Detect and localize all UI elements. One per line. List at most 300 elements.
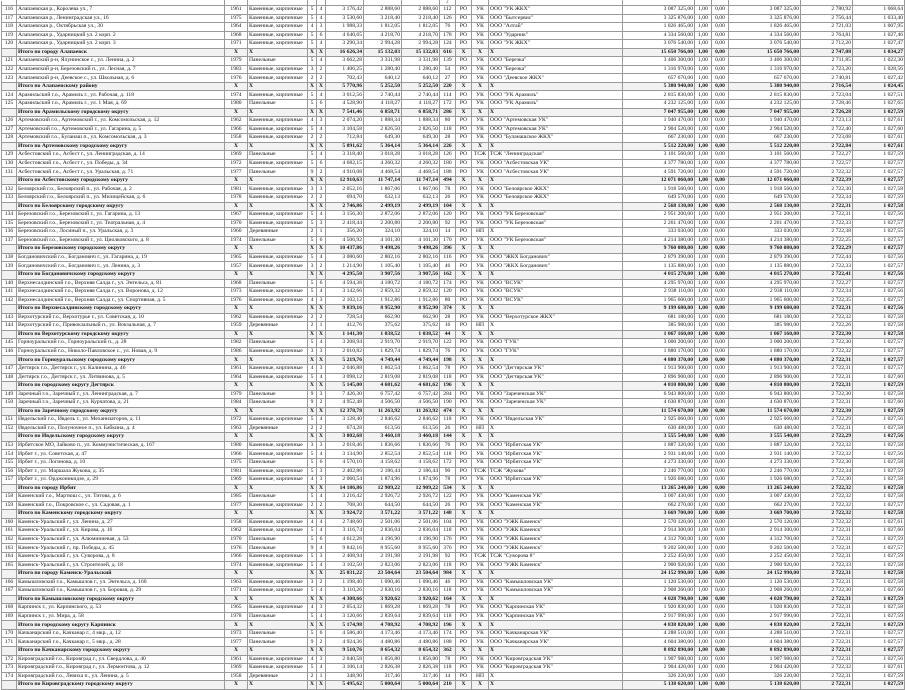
total-cost-cell: 4 295 970,00 [623,279,695,288]
share-cell: 1,00 [695,31,712,40]
table-row [2,441,905,450]
organization-cell: Х [489,433,623,442]
residential-area-cell: 5 364,14 [402,142,440,151]
fund-method-cell: РО [456,211,472,220]
residents-cell: 122 [440,339,456,348]
fund-method-cell: РО [456,168,472,177]
residential-area-cell: 2 852,54 [402,450,440,459]
limit-cost-cell: 1 027,57 [853,236,905,245]
wall-material-cell: Х [248,647,308,656]
address-cell: Ирбит г., ул. Орджоникидзе, д. 29 [17,476,225,485]
residents-cell: 118 [440,664,456,673]
wall-material-cell: Каменные, кирпичные [248,561,308,570]
fund-cost-cell: 1 316 970,00 [729,65,801,74]
living-area-cell: 1 836,66 [364,441,402,450]
residents-cell: 172 [440,100,456,109]
floors-cell: 5 [308,535,317,544]
share-other-cell: 0,00 [712,407,729,416]
limit-cost-cell: 1 027,57 [853,176,905,185]
wall-material-cell: Панельные [248,279,308,288]
organization-cell: ТСЖ "Суворова 8" [489,553,623,562]
living-area-cell: 6 858,71 [364,108,402,117]
management-type-cell: УК [472,578,489,587]
share-cell: 1,00 [695,407,712,416]
year-cell: 1958 [225,134,248,143]
unit-cost-cell: 2 722,33 [801,219,853,228]
share-cell: 1,00 [695,561,712,570]
total-cost-cell: 3 076 540,00 [623,40,695,49]
living-area-cell: 1 829,74 [364,347,402,356]
fund-method-cell: Х [456,621,472,630]
row-number-cell: 116 [2,6,17,15]
management-type-cell: УК [472,236,489,245]
floors-cell: 4 [308,296,317,305]
living-area-cell: 3 907,56 [364,270,402,279]
entrances-cell: 3 [317,347,326,356]
unit-cost-cell: 2 722,84 [801,142,853,151]
management-type-cell: УК [472,40,489,49]
residents-cell: 174 [440,279,456,288]
address-cell: Богдановичский г.о., Богданович г., ул. Гагарина, д. 19 [17,253,225,262]
wall-material-cell: Панельные [248,100,308,109]
share-other-cell: 0,00 [712,373,729,382]
table-row [2,253,905,262]
residents-cell: 396 [440,245,456,254]
limit-cost-cell: 1 027,60 [853,399,905,408]
table-row [2,587,905,596]
organization-cell: ООО "УК Арамиль" [489,91,623,100]
wall-material-cell: Каменные, кирпичные [248,65,308,74]
residential-area-cell: 649,30 [402,134,440,143]
organization-cell: Х [489,672,623,681]
residential-area-cell: 3 571,22 [402,510,440,519]
unit-cost-cell: 2 722,31 [801,647,853,656]
floors-cell: 5 [308,253,317,262]
living-area-cell: 2 926,72 [364,493,402,502]
address-cell: Белоярский г.о., Белоярский п., ул. Рабочая, д. 2 [17,185,225,194]
unit-cost-cell: 2 723,04 [801,91,853,100]
share-other-cell: 0,00 [712,604,729,613]
living-area-cell: 662,90 [364,313,402,322]
row-number-cell [2,510,17,519]
wall-material-cell: Х [248,356,308,365]
fund-cost-cell: 681 180,00 [729,313,801,322]
fund-cost-cell: 4 838 820,00 [729,621,801,630]
living-area-cell: 11 263,92 [364,407,402,416]
share-cell: 1,00 [695,424,712,433]
total-area-cell: 2 074,20 [326,117,364,126]
residents-cell: 188 [440,638,456,647]
limit-cost-cell: 1 027,59 [853,612,905,621]
unit-cost-cell: 2 722,31 [801,527,853,536]
subtotal-row [2,382,905,391]
share-cell: 1,00 [695,629,712,638]
year-cell: 1966 [225,450,248,459]
total-area-cell: 4 528,90 [326,100,364,109]
total-area-cell: 4 570,10 [326,458,364,467]
total-cost-cell: 5 138 620,00 [623,681,695,690]
wall-material-cell: Панельные [248,57,308,66]
fund-cost-cell: 2 815 830,00 [729,91,801,100]
living-area-cell: 6 757,42 [364,390,402,399]
table-row [2,279,905,288]
address-cell: Итого по Верхотурскому городскому округу [17,330,225,339]
total-cost-cell: 1 880 170,00 [623,347,695,356]
organization-cell: ООО "Камышловская УК" [489,587,623,596]
management-type-cell: УК [472,612,489,621]
share-other-cell: 0,00 [712,40,729,49]
row-number-cell: 170 [2,629,17,638]
residential-area-cell: 4 196,90 [402,535,440,544]
total-cost-cell: 2 904 420,00 [623,664,695,673]
table-row [2,91,905,100]
floors-cell: 5 [308,664,317,673]
limit-cost-cell: 1 027,57 [853,219,905,228]
share-cell: 1,00 [695,433,712,442]
share-other-cell: 0,00 [712,510,729,519]
fund-method-cell: РО [456,185,472,194]
living-area-cell: 2 501,06 [364,518,402,527]
share-cell: 1,00 [695,484,712,493]
management-type-cell: УК [472,57,489,66]
total-cost-cell: 681 180,00 [623,313,695,322]
fund-cost-cell: 8 892 890,00 [729,647,801,656]
housing-table [1,0,905,690]
organization-cell: Х [489,330,623,339]
year-cell: 1977 [225,168,248,177]
management-type-cell: ТСЖ [472,553,489,562]
living-area-cell: 8 654,32 [364,647,402,656]
year-cell: 1986 [225,347,248,356]
residents-cell: 126 [440,151,456,160]
floors-cell: 2 [308,74,317,83]
floors-cell: Х [308,330,317,339]
total-area-cell: 3 156,30 [326,211,364,220]
limit-cost-cell: 1 027,59 [853,553,905,562]
total-cost-cell: 8 892 890,00 [623,647,695,656]
management-type-cell: Х [472,330,489,339]
limit-cost-cell: 1 027,56 [853,450,905,459]
residential-area-cell: 2 819,08 [402,373,440,382]
share-cell: 1,00 [695,638,712,647]
year-cell: 1978 [225,612,248,621]
residential-area-cell: 2 186,44 [402,467,440,476]
share-other-cell: 0,00 [712,621,729,630]
share-other-cell: 0,00 [712,339,729,348]
share-other-cell: 0,00 [712,270,729,279]
unit-cost-cell: 2 722,31 [801,621,853,630]
address-cell: Артемовский г.о., Артемовский г., ул. Гагарина, д. 5 [17,125,225,134]
limit-cost-cell: 1 027,60 [853,125,905,134]
entrances-cell: Х [317,647,326,656]
living-area-cell: 649,30 [364,134,402,143]
unit-cost-cell: 2 722,30 [801,407,853,416]
subtotal-row [2,595,905,604]
share-cell: 1,00 [695,647,712,656]
year-cell: Х [225,270,248,279]
address-cell: Итого по городу Каменск-Уральский [17,570,225,579]
entrances-cell: 4 [317,91,326,100]
row-number-cell: 143 [2,313,17,322]
limit-cost-cell: 1 027,55 [853,228,905,237]
wall-material-cell: Каменные, кирпичные [248,604,308,613]
management-type-cell: УК [472,6,489,15]
share-cell: 1,00 [695,6,712,15]
management-type-cell: Х [472,48,489,57]
management-type-cell: УК [472,288,489,297]
unit-cost-cell: 2 722,32 [801,168,853,177]
unit-cost-cell: 2 722,31 [801,202,853,211]
address-cell: Дегтярск г.о., Дегтярск г., ул. Литвинова, д. 5 [17,373,225,382]
address-cell: Ивдельский г.о., Полуночное п., ул. Бабкина, д. 4 [17,424,225,433]
table-row [2,501,905,510]
share-cell: 1,00 [695,655,712,664]
total-cost-cell: 3 101 560,00 [623,151,695,160]
organization-cell: ООО "Березка" [489,65,623,74]
residents-cell: 172 [440,458,456,467]
year-cell: Х [225,407,248,416]
unit-cost-cell: 2 722,29 [801,416,853,425]
year-cell: Х [225,82,248,91]
fund-cost-cell: 9 199 680,00 [729,305,801,314]
address-cell: Итого по Каменскому городскому округу [17,510,225,519]
limit-cost-cell: 1 027,57 [853,159,905,168]
organization-cell: ООО "Бытсервис" [489,14,623,23]
fund-cost-cell: 6 943 800,00 [729,390,801,399]
fund-cost-cell: 2 908 260,00 [729,587,801,596]
total-area-cell: 1 141,30 [326,330,364,339]
limit-cost-cell: 1 027,42 [853,74,905,83]
wall-material-cell: Панельные [248,544,308,553]
table-row [2,612,905,621]
wall-material-cell: Панельные [248,629,308,638]
wall-material-cell: Каменные, кирпичные [248,467,308,476]
limit-cost-cell: 1 027,57 [853,347,905,356]
living-area-cell: 2 200,80 [364,219,402,228]
floors-cell: Х [308,202,317,211]
share-other-cell: 0,00 [712,484,729,493]
year-cell: 1963 [225,424,248,433]
table-row [2,288,905,297]
fund-method-cell: РО [456,219,472,228]
fund-cost-cell: 2 931 140,00 [729,450,801,459]
share-other-cell: 0,00 [712,48,729,57]
limit-cost-cell: 1 027,59 [853,194,905,203]
wall-material-cell: Каменные, кирпичные [248,211,308,220]
living-area-cell: 317,46 [364,672,402,681]
fund-method-cell: РО [456,57,472,66]
table-row [2,236,905,245]
table-row [2,553,905,562]
limit-cost-cell: 1 027,58 [853,493,905,502]
total-area-cell: 14 186,86 [326,484,364,493]
table-row [2,185,905,194]
row-number-cell [2,356,17,365]
address-cell: Итого по Белоярскому городскому округу [17,202,225,211]
wall-material-cell: Х [248,48,308,57]
residents-cell: 376 [440,544,456,553]
wall-material-cell: Х [248,407,308,416]
limit-cost-cell: 1 027,58 [853,202,905,211]
wall-material-cell: Каменные, кирпичные [248,194,308,203]
share-cell: 1,00 [695,476,712,485]
total-area-cell: 7 541,46 [326,108,364,117]
residents-cell: 80 [440,117,456,126]
table-row [2,125,905,134]
address-cell: Алапаевская р., Ударницкий ул. 2 корп. 2 [17,31,225,40]
address-cell: Алапаевский р-н, Ялунинское с., ул. Ленина, д. 2 [17,57,225,66]
residents-cell: 118 [440,612,456,621]
unit-cost-cell: 2 722,25 [801,236,853,245]
total-area-cell: 5 495,62 [326,681,364,690]
share-other-cell: 0,00 [712,176,729,185]
entrances-cell: 4 [317,493,326,502]
residents-cell: 144 [440,433,456,442]
share-other-cell: 0,00 [712,228,729,237]
address-cell: Итого по городу Алапаевск [17,48,225,57]
wall-material-cell: Каменные, кирпичные [248,296,308,305]
address-cell: Асбестовский г.о., Асбест г., ул. Уральская, д. 71 [17,168,225,177]
organization-cell: ООО "Ирбитская УК" [489,450,623,459]
total-area-cell: 3 128,40 [326,416,364,425]
residential-area-cell: 2 740,44 [402,91,440,100]
floors-cell: 4 [308,518,317,527]
year-cell: 1962 [225,313,248,322]
total-cost-cell: 2 951 200,00 [623,211,695,220]
row-number-cell: 171 [2,638,17,647]
fund-method-cell: РО [456,604,472,613]
fund-method-cell: РО [456,14,472,23]
residents-cell: 78 [440,364,456,373]
table-body [2,1,905,690]
row-number-cell [2,245,17,254]
management-type-cell: НП [472,322,489,331]
wall-material-cell: Деревянные [248,228,308,237]
fund-cost-cell: 3 101 560,00 [729,151,801,160]
total-area-cell: 4 594,38 [326,279,364,288]
residential-area-cell: 4 101,30 [402,236,440,245]
share-other-cell: 0,00 [712,578,729,587]
table-row [2,74,905,83]
fund-cost-cell: 4 604 380,00 [729,638,801,647]
unit-cost-cell: 2 764,81 [801,31,853,40]
limit-cost-cell: 1 027,57 [853,262,905,271]
subtotal-row [2,176,905,185]
address-cell: Верхнесалдинский г.о., Верхняя Салда г., ул. Воронова, д. 12 [17,288,225,297]
fund-method-cell: РО [456,91,472,100]
limit-cost-cell: 1 027,58 [853,441,905,450]
year-cell: Х [225,176,248,185]
row-number-cell [2,330,17,339]
total-area-cell: 2 418,44 [326,219,364,228]
living-area-cell: 8 952,90 [364,305,402,314]
fund-cost-cell: 7 047 955,00 [729,108,801,117]
fund-cost-cell: 3 087 325,00 [729,6,801,15]
address-cell: Камышловский г.о., Камышлов г., ул. Боровая, д. 29 [17,587,225,596]
limit-cost-cell: 1 027,60 [853,587,905,596]
row-number-cell [2,647,17,656]
living-area-cell: 4 749,44 [364,356,402,365]
unit-cost-cell: 2 722,33 [801,561,853,570]
row-number-cell [2,595,17,604]
fund-cost-cell: 2 879 390,00 [729,253,801,262]
unit-cost-cell: 2 722,31 [801,382,853,391]
entrances-cell: 1 [317,228,326,237]
unit-cost-cell: 2 722,31 [801,612,853,621]
subtotal-row [2,270,905,279]
management-type-cell: УК [472,416,489,425]
organization-cell: ООО "Дегтярская УК" [489,364,623,373]
row-number-cell [2,305,17,314]
wall-material-cell: Каменные, кирпичные [248,364,308,373]
organization-cell: Х [489,245,623,254]
fund-cost-cell: 2 938 110,00 [729,288,801,297]
share-other-cell: 0,00 [712,655,729,664]
floors-cell: 3 [308,347,317,356]
residential-area-cell: 2 200,80 [402,219,440,228]
share-other-cell: 0,00 [712,493,729,502]
fund-cost-cell: 2 904 520,00 [729,125,801,134]
subtotal-row [2,356,905,365]
share-cell: 1,00 [695,296,712,305]
wall-material-cell: Деревянные [248,672,308,681]
share-other-cell: 0,00 [712,356,729,365]
share-other-cell: 0,00 [712,305,729,314]
floors-cell: 5 [308,125,317,134]
total-cost-cell: 12 071 060,00 [623,176,695,185]
table-row [2,604,905,613]
fund-method-cell: РО [456,638,472,647]
share-cell: 1,00 [695,168,712,177]
share-other-cell: 0,00 [712,518,729,527]
living-area-cell: 2 888,60 [364,6,402,15]
total-area-cell: 674,28 [326,424,364,433]
residential-area-cell: 2 823,06 [402,561,440,570]
unit-cost-cell: 2 722,31 [801,681,853,690]
year-cell: 1957 [225,262,248,271]
limit-cost-cell: 1 027,57 [853,296,905,305]
total-area-cell: 2 046,88 [326,364,364,373]
year-cell: Х [225,510,248,519]
fund-method-cell: Х [456,510,472,519]
unit-cost-cell: 2 722,26 [801,322,853,331]
address-cell: Кировградский г.о., Кировград г., ул. Свердлова, д. 40 [17,655,225,664]
organization-cell: ООО "УК Березовская" [489,236,623,245]
total-cost-cell: 2 900 920,00 [623,561,695,570]
management-type-cell: УК [472,253,489,262]
entrances-cell: Х [317,48,326,57]
organization-cell: ООО "УЖК Каменск" [489,535,623,544]
organization-cell: Х [489,407,623,416]
subtotal-row [2,647,905,656]
total-area-cell: 5 145,00 [326,382,364,391]
year-cell: 1961 [225,655,248,664]
organization-cell: ООО "Ирбитская УК" [489,441,623,450]
floors-cell: 5 [308,467,317,476]
year-cell: Х [225,356,248,365]
address-cell: Итого по Асбестовскому городскому округу [17,176,225,185]
total-area-cell: 3 102,50 [326,561,364,570]
row-number-cell: 161 [2,527,17,536]
floors-cell: 3 [308,65,317,74]
residential-area-cell: 644,50 [402,501,440,510]
fund-cost-cell: 3 000 200,00 [729,339,801,348]
entrances-cell: 2 [317,168,326,177]
residents-cell: 474 [440,407,456,416]
row-number-cell: 149 [2,390,17,399]
total-area-cell: 1 214,90 [326,262,364,271]
share-other-cell: 0,00 [712,6,729,15]
